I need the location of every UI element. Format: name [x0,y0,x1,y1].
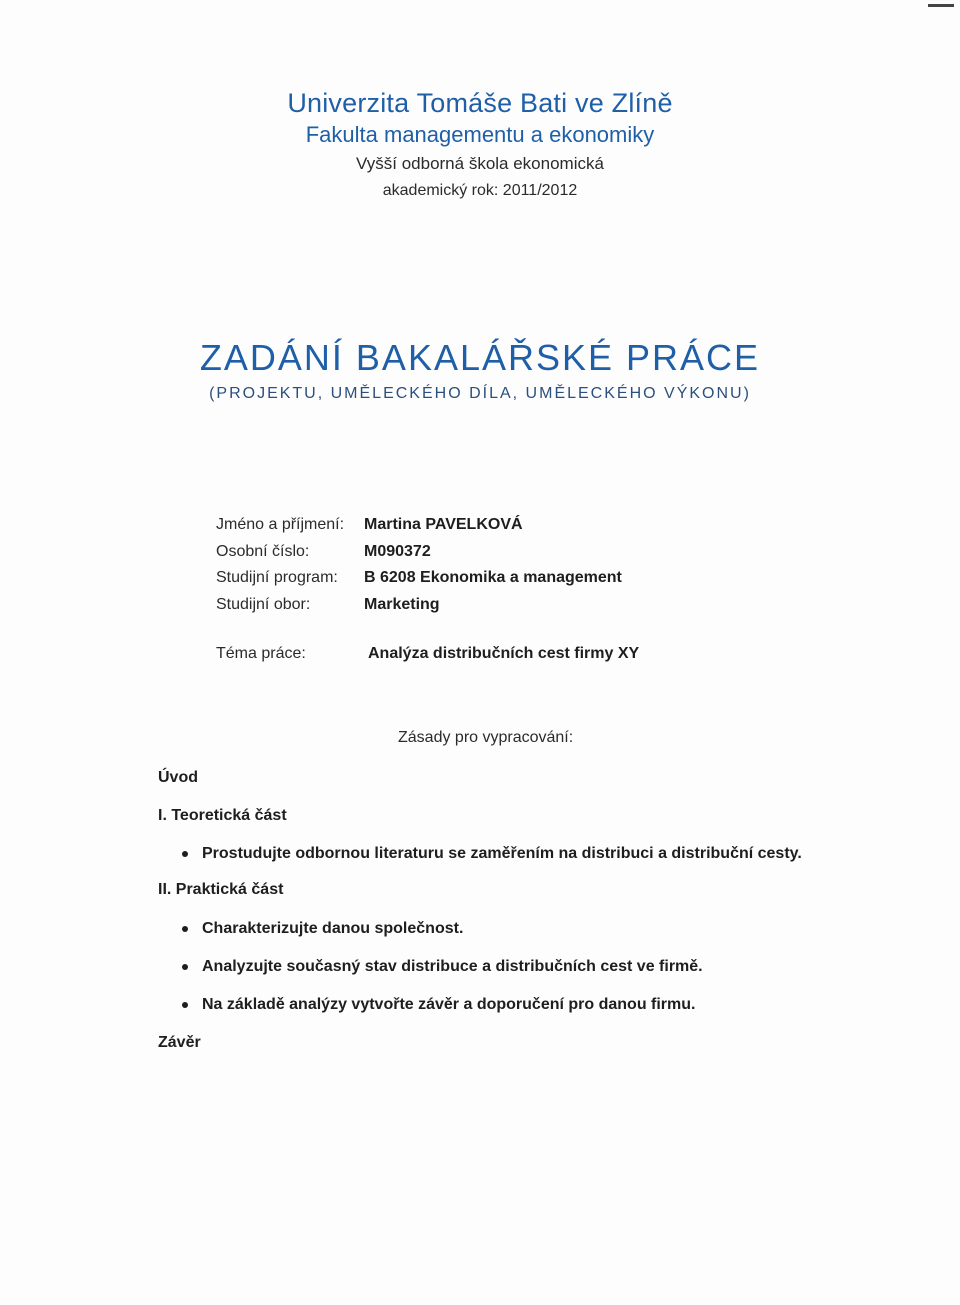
info-row-field [216,592,622,619]
info-value: Martina PAVELKOVÁ [364,516,523,534]
theory-list [158,842,878,866]
list-item-text: Analyzujte současný stav distribuce a distribučních cest ve firmě. [202,958,703,975]
info-value: B 6208 Ekonomika a management [364,569,622,587]
bullet-icon [182,1002,188,1008]
scan-edge-mark [928,4,954,7]
list-item [158,917,878,941]
academic-year: akademický rok: 2011/2012 [382,182,578,199]
info-row-name [216,512,622,539]
list-item [158,993,878,1017]
list-item-text: Charakterizujte danou společnost. [202,920,464,937]
info-label: Jméno a příjmení: [216,516,345,534]
title-block [0,336,960,408]
info-row-program [216,565,622,592]
bullet-icon [182,964,188,970]
university-name: Univerzita Tomáše Bati ve Zlíně [287,88,673,118]
student-info [216,512,622,618]
info-value: Marketing [364,595,440,613]
list-item [158,842,878,866]
info-label: Osobní číslo: [216,542,310,560]
guidelines-title: Zásady pro vypracování: [398,729,574,746]
section-practice-heading: II. Praktická část [158,881,284,898]
practice-list [158,917,878,1017]
topic-row [216,645,639,663]
document-subtitle: (PROJEKTU, UMĚLECKÉHO DÍLA, UMĚLECKÉHO VÝKONU) [209,385,751,402]
bullet-icon [182,926,188,932]
guidelines-outline [158,766,878,1055]
list-item-text: Prostudujte odbornou literaturu se zaměřením na distribuci a distribuční cesty. [202,845,802,862]
header [0,86,960,204]
bullet-icon [182,851,188,857]
faculty-name: Fakulta managementu a ekonomiky [305,122,655,147]
info-value: M090372 [364,542,431,560]
info-row-id [216,539,622,566]
topic-value: Analýza distribučních cest firmy XY [368,645,640,662]
info-label: Studijní program: [216,569,338,587]
info-label: Studijní obor: [216,595,311,613]
school-name: Vyšší odborná škola ekonomická [356,154,604,173]
topic-label: Téma práce: [216,645,306,662]
section-intro: Úvod [158,769,198,786]
list-item [158,955,878,979]
section-conclusion: Závěr [158,1034,201,1051]
document-title: ZADÁNÍ BAKALÁŘSKÉ PRÁCE [199,337,761,378]
list-item-text: Na základě analýzy vytvořte závěr a doporučení pro danou firmu. [202,996,696,1013]
section-theory-heading: I. Teoretická část [158,807,287,824]
